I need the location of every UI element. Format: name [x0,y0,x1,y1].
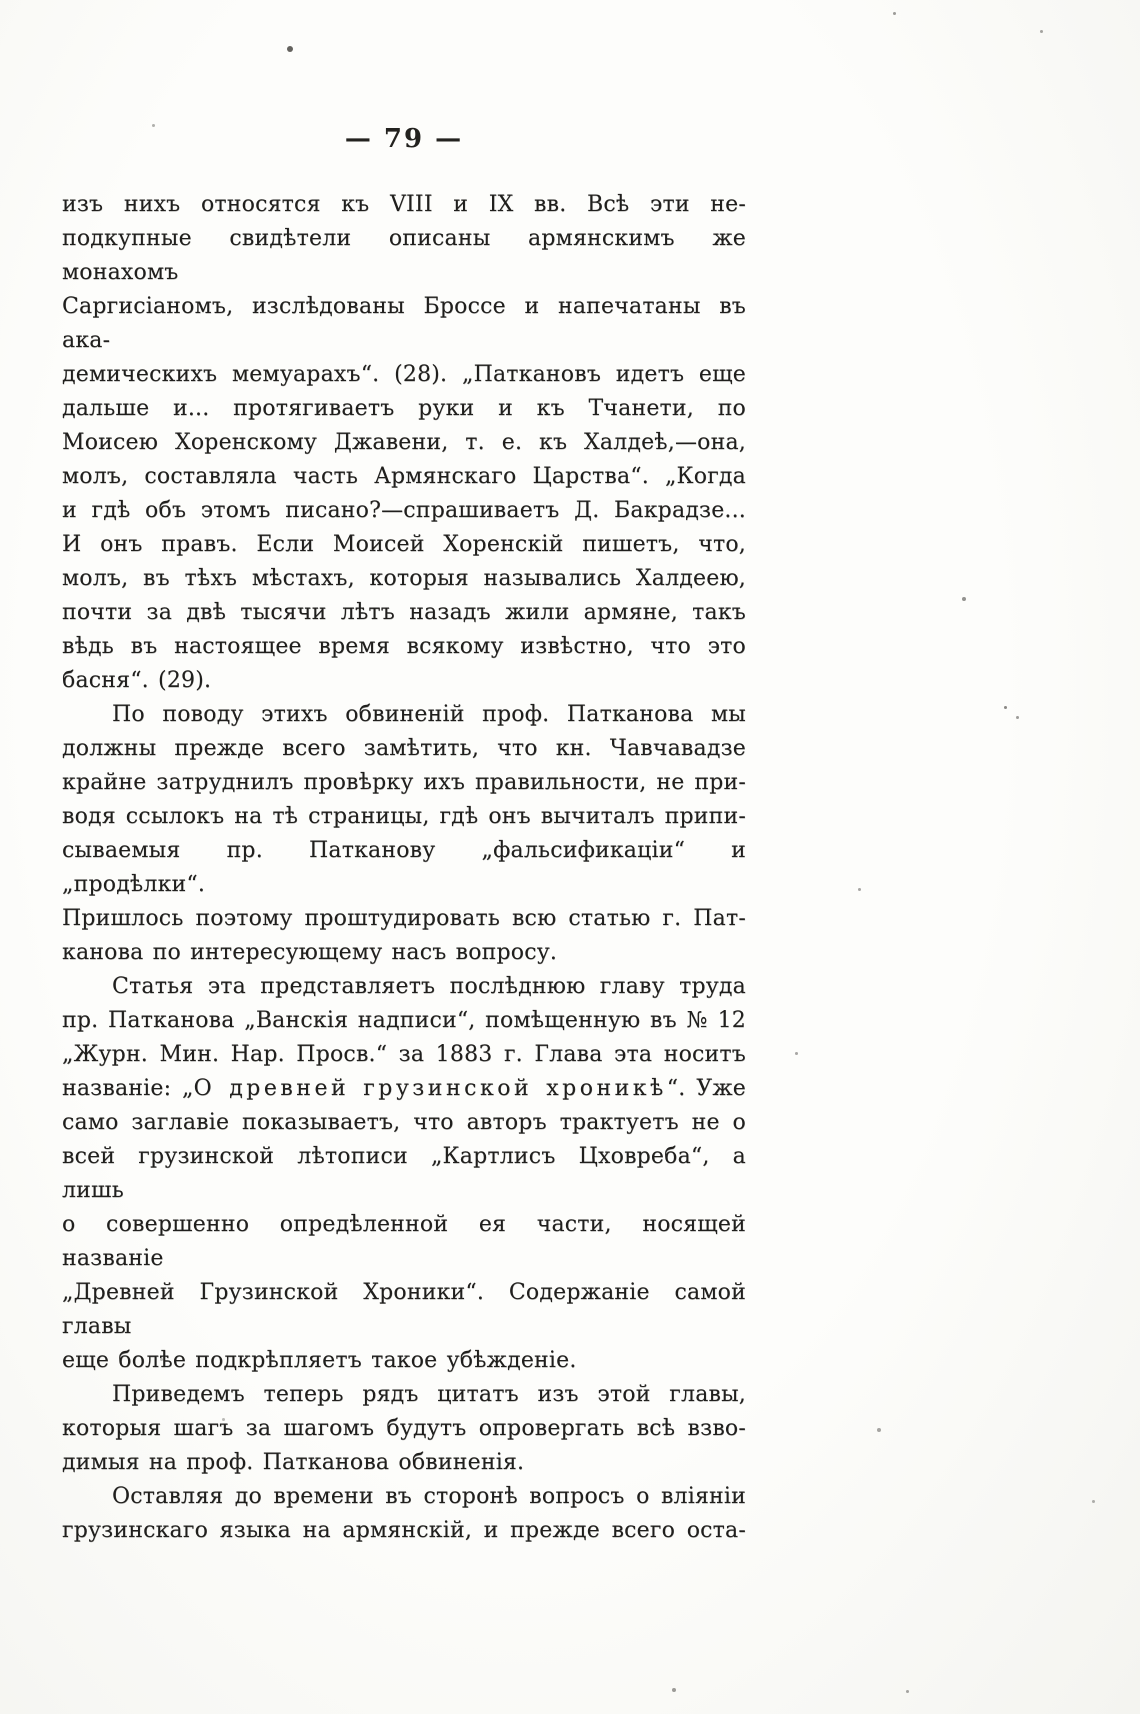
text-line: димыя на проф. Патканова обвиненія. [62,1450,525,1475]
text-line: которыя шагъ за шагомъ будутъ опровергать всѣ взво- [62,1416,746,1441]
text-line: сываемыя пр. Патканову „фальсификаціи“ и „продѣлки“. [62,838,746,897]
text-segment: “. Уже [666,1076,746,1101]
text-line: крайне затруднилъ провѣрку ихъ правильности, не при- [62,770,746,795]
text-line: Приведемъ теперь рядъ цитатъ изъ этой главы, [112,1382,746,1407]
scan-speck [906,1690,909,1693]
text-line: должны прежде всего замѣтить, что кн. Чавчавадзе [62,736,746,761]
scan-speck [962,597,966,601]
text-line: молъ, составляла часть Армянскаго Царства“. „Когда [62,464,746,489]
text-line: басня“. (29). [62,668,212,693]
scan-speck [1016,716,1019,719]
text-line: еще болѣе подкрѣпляетъ такое убѣжденіе. [62,1348,577,1373]
text-line: „Журн. Мин. Нар. Просв.“ за 1883 г. Глава эта носитъ [62,1042,746,1067]
emphasized-text: О древней грузинской хроникѣ [193,1076,667,1101]
paragraph [62,970,746,1378]
text-line: грузинскаго языка на армянскій, и прежде всего оста- [62,1518,746,1543]
text-line: дальше и... протягиваетъ руки и къ Тчанети, по [62,396,746,421]
text-block [62,188,746,1548]
paragraph [62,188,746,698]
scan-speck [1040,30,1043,33]
page-number: — 79 — [344,124,464,154]
text-line: пр. Патканова „Ванскія надписи“, помѣщенную въ № 12 [62,1008,746,1033]
text-segment: названіе: „ [62,1076,194,1101]
scan-speck [1004,706,1007,709]
text-line: Статья эта представляетъ послѣднюю главу труда [112,974,746,999]
text-line: Моисею Хоренскому Джавени, т. е. къ Халдеѣ,—она, [62,430,746,455]
text-line: почти за двѣ тысячи лѣтъ назадъ жили армяне, такъ [62,600,746,625]
text-line: канова по интересующему насъ вопросу. [62,940,558,965]
text-line: И онъ правъ. Если Моисей Хоренскій пишетъ, что, [62,532,746,557]
paragraph [62,1378,746,1480]
text-line: Саргисіаномъ, изслѣдованы Броссе и напечатаны въ ака- [62,294,746,353]
text-line: и гдѣ объ этомъ писано?—спрашиваетъ Д. Бакрадзе... [62,498,746,523]
text-line: всей грузинской лѣтописи „Картлисъ Цховреба“, а лишь [62,1144,746,1203]
text-line: Пришлось поэтому проштудировать всю статью г. Пат- [62,906,746,931]
scan-speck [893,12,896,15]
scan-speck [877,1428,881,1432]
scan-speck [1092,1500,1095,1503]
text-line: По поводу этихъ обвиненій проф. Патканова мы [112,702,746,727]
text-line: вѣдь въ настоящее время всякому извѣстно, что это [62,634,746,659]
text-line: о совершенно опредѣленной ея части, носящей названіе [62,1212,746,1271]
scan-speck [795,1052,798,1055]
text-line: демическихъ мемуарахъ“. (28). „Паткановъ идетъ еще [62,362,746,387]
text-line [62,1072,746,1106]
scan-speck [672,1688,676,1692]
text-line: само заглавіе показываетъ, что авторъ трактуетъ не о [62,1110,746,1135]
text-line: молъ, въ тѣхъ мѣстахъ, которыя назывались Халдеею, [62,566,746,591]
paragraph [62,1480,746,1548]
text-line: изъ нихъ относятся къ VIII и IX вв. Всѣ эти не- [62,192,746,217]
text-line: водя ссылокъ на тѣ страницы, гдѣ онъ вычиталъ припи- [62,804,746,829]
scan-speck [858,888,861,891]
text-line: подкупные свидѣтели описаны армянскимъ же монахомъ [62,226,746,285]
scan-speck [287,46,293,52]
text-line: „Древней Грузинской Хроники“. Содержаніе самой главы [62,1280,746,1339]
paragraph [62,698,746,970]
text-line: Оставляя до времени въ сторонѣ вопросъ о вліяніи [112,1484,746,1509]
